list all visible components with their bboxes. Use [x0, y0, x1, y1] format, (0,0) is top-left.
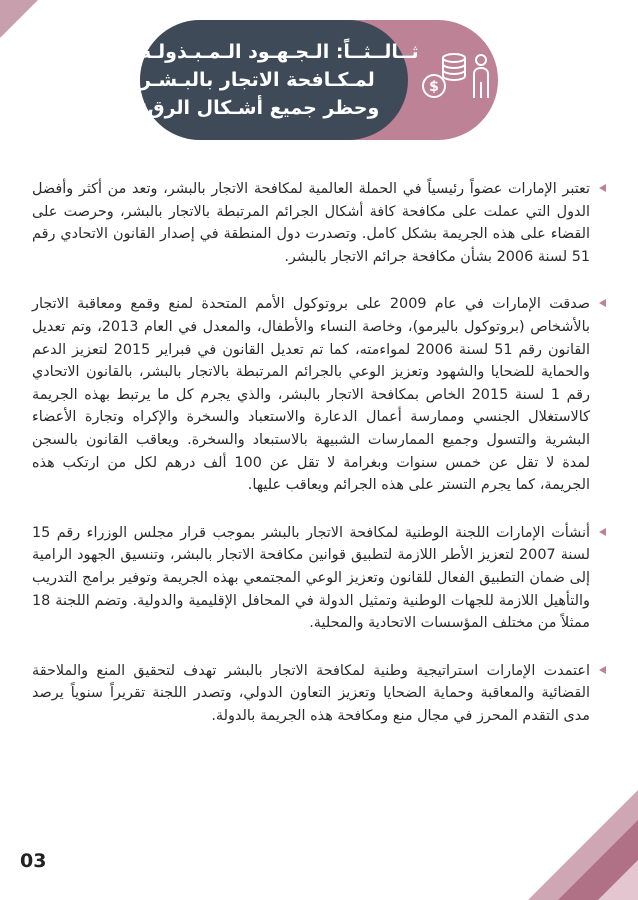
paragraph-text: صدقت الإمارات في عام 2009 على بروتوكول الأمم المتحدة لمنع وقمع ومعاقبة الاتجار بالأشخاص (بروتوكول باليرمو)، وخاصة النساء والأطفال، والمعدل في العام 2013، وتم تعديل القانون رقم 51 لسنة 2006 لمواءمته، كما تم تعديل القانون في فبراير 2015 لتعزيز الدعم والحماية للضحايا والشهود وتعزيز الوعي بالجرائم المرتبطة بالاتجار بالبشر، بالقانون الاتحادي رقم 1 لسنة 2015 الخاص بمكافحة الاتجار بالبشر، والذي يجرم كل ما يرتبط بهذه الجريمة كالاستغلال الجنسي وممارسة أعمال الدعارة والاستعباد والسخرة والإكراه وتجارة الأعضاء البشرية والتسول وجميع الممارسات الشبيهة بالاستبعاد والسخرة. ويعاقب القانون بالسجن لمدة لا تقل عن خمس سنوات وبغرامة لا تقل عن 100 ألف درهم لكل من ارتكب هذه الجريمة، كما يجرم التستر على هذه الجرائم ويعاقب عليها.	[32, 296, 591, 494]
svg-text:$: $	[429, 79, 439, 95]
paragraph-text: أنشأت الإمارات اللجنة الوطنية لمكافحة الاتجار بالبشر بموجب قرار مجلس الوزراء رقم 15 لسنة 2007 لتعزيز الأطر اللازمة لتطبيق قوانين مكافحة الاتجار بالبشر، وتنسيق الجهود الرامية إلى ضمان التطبيق الفعال للقانون وتعزيز الوعي المجتمعي بهذه الجريمة وتوفير برامج التدريب والتأهيل اللازمة للجهات الوطنية وتمثيل الدولة في المحافل الإقليمية والدولية. وتضم اللجنة 18 ممثلاً من مختلف المؤسسات الاتحادية والمحلية.	[32, 524, 590, 632]
paragraph-1	[32, 178, 604, 268]
paragraph-3	[32, 522, 604, 635]
paragraph-2	[32, 293, 604, 496]
bullet-icon	[599, 184, 606, 192]
body-content	[32, 178, 604, 752]
bullet-icon	[599, 666, 606, 674]
money-coins-person-icon	[420, 48, 492, 104]
paragraph-text: اعتمدت الإمارات استراتيجية وطنية لمكافحة الاتجار بالبشر تهدف لتحقيق المنع والملاحقة القضائية والمعاقبة وحماية الضحايا وتعزيز التعاون الدولي، وتصدر اللجنة تقريراً سنوياً يرصد مدى التقدم المحرز في مجال منع ومكافحة هذه الجريمة بالدولة.	[32, 662, 590, 724]
section-title-line-3: وحظر جميع أشـكال الرق:	[140, 97, 380, 119]
paragraph-4	[32, 660, 604, 728]
paragraph-text: تعتبر الإمارات عضواً رئيسياً في الحملة العالمية لمكافحة الاتجار بالبشر، وتعد من أكثر وأفضل الدول التي عملت على مكافحة كافة أشكال الجرائم المرتبطة بالاتجار بالبشر، وحرصت على القضاء على هذه الجريمة بشكل كامل. وتصدرت دول المنطقة في إصدار القانون الاتحادي رقم 51 لسنة 2006 بشأن مكافحة جرائم الاتجار بالبشر.	[32, 181, 590, 265]
page-number: 03	[20, 850, 47, 872]
section-header	[140, 20, 419, 140]
section-title-line-1: ثــالــثــاً: الـجـهـود الـمـبـذولـة	[140, 41, 419, 63]
bullet-icon	[599, 299, 606, 307]
bullet-icon	[599, 528, 606, 536]
corner-decoration-bottom-right	[528, 790, 638, 900]
section-title-line-2: لمـكـافحة الاتجار بالبـشـر	[140, 69, 375, 91]
corner-decoration-top-left	[0, 0, 38, 38]
